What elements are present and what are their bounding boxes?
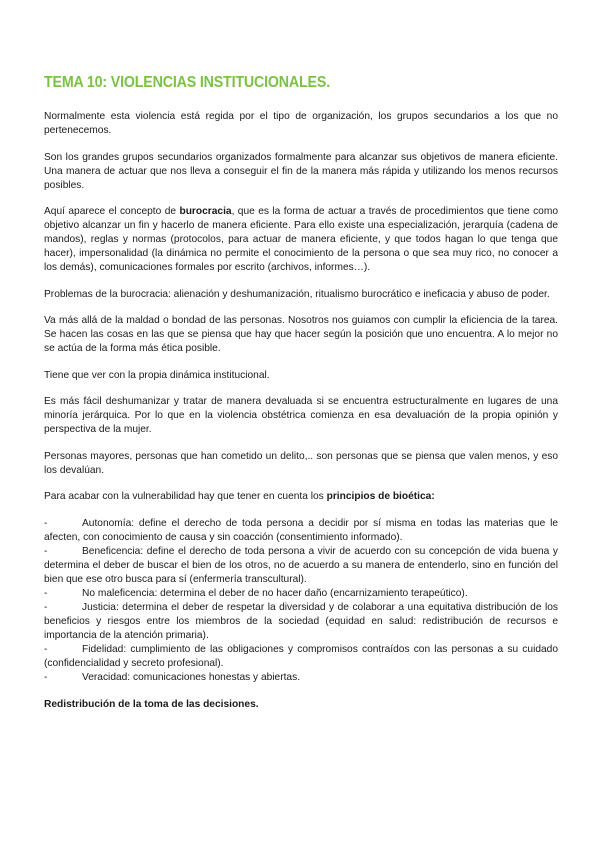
list-dash: - xyxy=(44,601,48,613)
paragraph-3 xyxy=(44,205,558,275)
paragraph-8: Personas mayores, personas que han cometido un delito,.. son personas que se piensa que valen menos, y eso los devalúan. xyxy=(44,450,558,476)
list-dash: - xyxy=(44,671,48,683)
term-burocracia: burocracia xyxy=(179,206,232,217)
paragraph-9-before: Para acabar con la vulnerabilidad hay que tener en cuenta los xyxy=(44,491,327,502)
list-item xyxy=(44,643,558,671)
principles-list xyxy=(44,517,558,685)
list-item xyxy=(44,517,558,545)
list-item-text: Justicia: determina el deber de respetar la diversidad y de colaborar a una equitativa distribución de los beneficios y riesgos entre los miembros de la sociedad (equidad en salud: redistribución de recursos e importancia de la atención primaria). xyxy=(44,601,558,641)
list-dash: - xyxy=(44,545,48,557)
paragraph-5: Va más allá de la maldad o bondad de las personas. Nosotros nos guiamos con cumplir la eficiencia de la tarea. Se hacen las cosas en las que se piensa que hay que hacer según la posición que uno encuentra. A lo mejor no se actúa de la forma más ética posible. xyxy=(44,315,558,354)
paragraph-2: Son los grandes grupos secundarios organizados formalmente para alcanzar sus objetivos de manera eficiente. Una manera de actuar que nos lleva a conseguir el fin de la manera más rápida y utilizando los menos recursos posibles. xyxy=(44,151,558,191)
paragraph-6: Tiene que ver con la propia dinámica institucional. xyxy=(44,369,270,381)
list-item-text: Autonomía: define el derecho de toda persona a decidir por sí misma en todas las materias que le afecten, con conocimiento de causa y sin coacción (consentimiento informado). xyxy=(44,517,558,543)
paragraph-3-before: Aquí aparece el concepto de xyxy=(44,206,180,217)
list-item-text: Veracidad: comunicaciones honestas y abiertas. xyxy=(82,671,301,683)
paragraph-3-after: , que es la forma de actuar a través de procedimientos que tiene como objetivo alcanzar un fin y hacerlo de manera eficiente. Para ello existe una especialización, jerarquía (cadena de mandos), reglas y normas (protocolos, para actuar de manera eficiente, y que todos hagan lo que tenga que hacer), impersonalidad (la dinámica no permite el conocimiento de la persona o que sea muy rico, no conocer a los demás), comunicaciones formales por escrito (archivos, informes…). xyxy=(44,206,558,273)
document-page xyxy=(44,74,558,710)
list-dash: - xyxy=(44,587,48,599)
term-principios-bioetica: principios de bioética: xyxy=(326,491,435,502)
paragraph-9 xyxy=(44,490,558,504)
list-item xyxy=(44,671,558,685)
section-heading: Redistribución de la toma de las decisiones. xyxy=(44,698,259,710)
list-item xyxy=(44,601,558,643)
paragraph-7: Es más fácil deshumanizar y tratar de manera devaluada si se encuentra estructuralmente en lugares de una minoría jerárquica. Por lo que en la violencia obstétrica comienza en esa devaluación de la propia opinión y perspectiva de la mujer. xyxy=(44,396,558,435)
list-item xyxy=(44,545,558,587)
paragraph-4: Problemas de la burocracia: alienación y deshumanización, ritualismo burocrático e ineficacia y abuso de poder. xyxy=(44,288,550,300)
paragraph-1: Normalmente esta violencia está regida por el tipo de organización, los grupos secundarios a los que no pertenecemos. xyxy=(44,111,558,136)
list-dash: - xyxy=(44,643,48,655)
list-item-text: No maleficencia: determina el deber de no hacer daño (encarnizamiento terapeútico). xyxy=(82,587,468,599)
page-title: TEMA 10: VIOLENCIAS INSTITUCIONALES. xyxy=(44,74,331,91)
list-dash: - xyxy=(44,517,48,529)
list-item-text: Fidelidad: cumplimiento de las obligaciones y compromisos contraídos con las personas a su cuidado (confidencialidad y secreto profesional). xyxy=(44,643,558,669)
list-item-text: Beneficencia: define el derecho de toda persona a vivir de acuerdo con su concepción de vida buena y determina el deber de buscar el bien de los otros, no de acuerdo a su manera de entenderlo, sino en función del bien que ese otro busca para sí (enfermería transcultural). xyxy=(44,545,558,585)
list-item xyxy=(44,587,558,601)
